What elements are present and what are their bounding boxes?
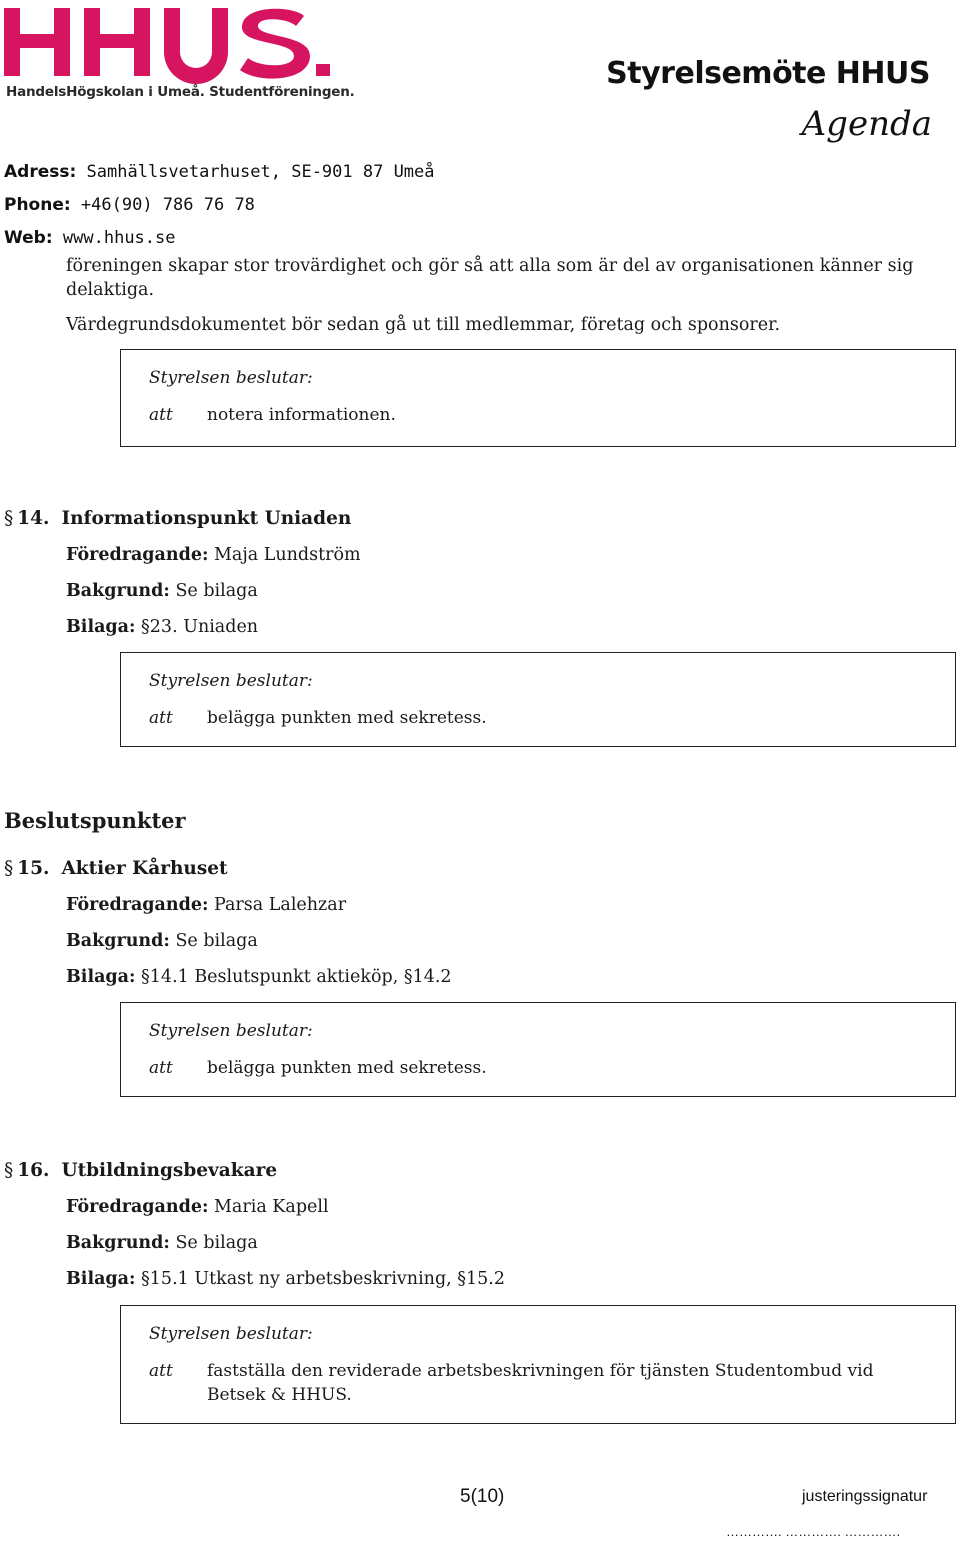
contact-phone bbox=[4, 195, 255, 215]
web-value[interactable]: www.hhus.se bbox=[62, 228, 176, 248]
attachment-label: Bilaga: bbox=[66, 617, 136, 637]
presenter-label: Föredragande: bbox=[66, 545, 209, 565]
decision-box bbox=[120, 1305, 956, 1424]
background-label: Bakgrund: bbox=[66, 931, 170, 951]
attachment-value: §15.1 Utkast ny arbetsbeskrivning, §15.2 bbox=[141, 1269, 505, 1289]
intro-line-2: delaktiga. bbox=[66, 280, 155, 300]
section-number: 16. bbox=[17, 1160, 50, 1181]
section-number: 14. bbox=[17, 508, 50, 529]
decision-att: att bbox=[149, 1058, 173, 1078]
attachment-value: §14.1 Beslutspunkt aktieköp, §14.2 bbox=[141, 967, 452, 987]
intro-line-1: föreningen skapar stor trovärdighet och gör så att alla som är del av organisationen känner sig bbox=[66, 256, 914, 276]
attachment-label: Bilaga: bbox=[66, 967, 136, 987]
section-title: Utbildningsbevakare bbox=[61, 1160, 278, 1181]
address-label: Adress: bbox=[4, 162, 77, 182]
address-value: Samhällsvetarhuset, SE-901 87 Umeå bbox=[86, 162, 435, 182]
decision-att: att bbox=[149, 708, 173, 728]
decision-text: belägga punkten med sekretess. bbox=[207, 1058, 487, 1078]
background-value: Se bilaga bbox=[175, 581, 258, 601]
contact-address bbox=[4, 162, 435, 182]
presenter-value: Maria Kapell bbox=[214, 1197, 329, 1217]
page-number: 5(10) bbox=[460, 1486, 505, 1507]
presenter-value: Parsa Lalehzar bbox=[214, 895, 347, 915]
section-sign: § bbox=[4, 508, 14, 529]
presenter-row bbox=[66, 895, 346, 915]
section-number: 15. bbox=[17, 858, 50, 879]
presenter-row bbox=[66, 1197, 329, 1217]
section-heading bbox=[4, 858, 228, 879]
section-title: Informationspunkt Uniaden bbox=[61, 508, 352, 529]
intro-line-3: Värdegrundsdokumentet bör sedan gå ut till medlemmar, företag och sponsorer. bbox=[66, 315, 781, 335]
decision-text: notera informationen. bbox=[207, 405, 396, 425]
decision-points-heading: Beslutspunkter bbox=[4, 808, 186, 833]
background-value: Se bilaga bbox=[175, 931, 258, 951]
document-title: Styrelsemöte HHUS bbox=[606, 56, 930, 91]
attachment-label: Bilaga: bbox=[66, 1269, 136, 1289]
section-heading bbox=[4, 508, 351, 529]
decision-text: fastställa den reviderade arbetsbeskrivningen för tjänsten Studentombud vid Betsek & HHUS. bbox=[207, 1361, 874, 1405]
decision-box bbox=[120, 652, 956, 747]
phone-label: Phone: bbox=[4, 195, 71, 215]
background-label: Bakgrund: bbox=[66, 1233, 170, 1253]
contact-web bbox=[4, 228, 176, 248]
attachment-value: §23. Uniaden bbox=[141, 617, 259, 637]
background-label: Bakgrund: bbox=[66, 581, 170, 601]
decision-text: belägga punkten med sekretess. bbox=[207, 708, 487, 728]
document-subtitle: Agenda bbox=[801, 104, 932, 144]
presenter-label: Föredragande: bbox=[66, 1197, 209, 1217]
decision-att: att bbox=[149, 1361, 173, 1381]
decision-box bbox=[120, 1002, 956, 1097]
decision-label: Styrelsen beslutar: bbox=[149, 671, 313, 691]
decision-box bbox=[120, 349, 956, 447]
presenter-value: Maja Lundström bbox=[214, 545, 361, 565]
hhus-logo-mark bbox=[4, 2, 334, 84]
attachment-row bbox=[66, 967, 452, 987]
background-value: Se bilaga bbox=[175, 1233, 258, 1253]
background-row bbox=[66, 931, 258, 951]
decision-label: Styrelsen beslutar: bbox=[149, 368, 313, 388]
attachment-row bbox=[66, 1269, 505, 1289]
signature-label: justeringssignatur bbox=[802, 1488, 928, 1505]
decision-label: Styrelsen beslutar: bbox=[149, 1324, 313, 1344]
section-sign: § bbox=[4, 858, 14, 879]
background-row bbox=[66, 1233, 258, 1253]
phone-value: +46(90) 786 76 78 bbox=[80, 195, 255, 215]
section-sign: § bbox=[4, 1160, 14, 1181]
web-label: Web: bbox=[4, 228, 53, 248]
section-title: Aktier Kårhuset bbox=[61, 858, 228, 879]
presenter-row bbox=[66, 545, 361, 565]
logo-subtitle: HandelsHögskolan i Umeå. Studentföreningen. bbox=[6, 84, 355, 100]
section-heading bbox=[4, 1160, 277, 1181]
background-row bbox=[66, 581, 258, 601]
decision-att: att bbox=[149, 405, 173, 425]
presenter-label: Föredragande: bbox=[66, 895, 209, 915]
decision-label: Styrelsen beslutar: bbox=[149, 1021, 313, 1041]
attachment-row bbox=[66, 617, 258, 637]
signature-line: …………. …………. …………. bbox=[726, 1524, 901, 1539]
